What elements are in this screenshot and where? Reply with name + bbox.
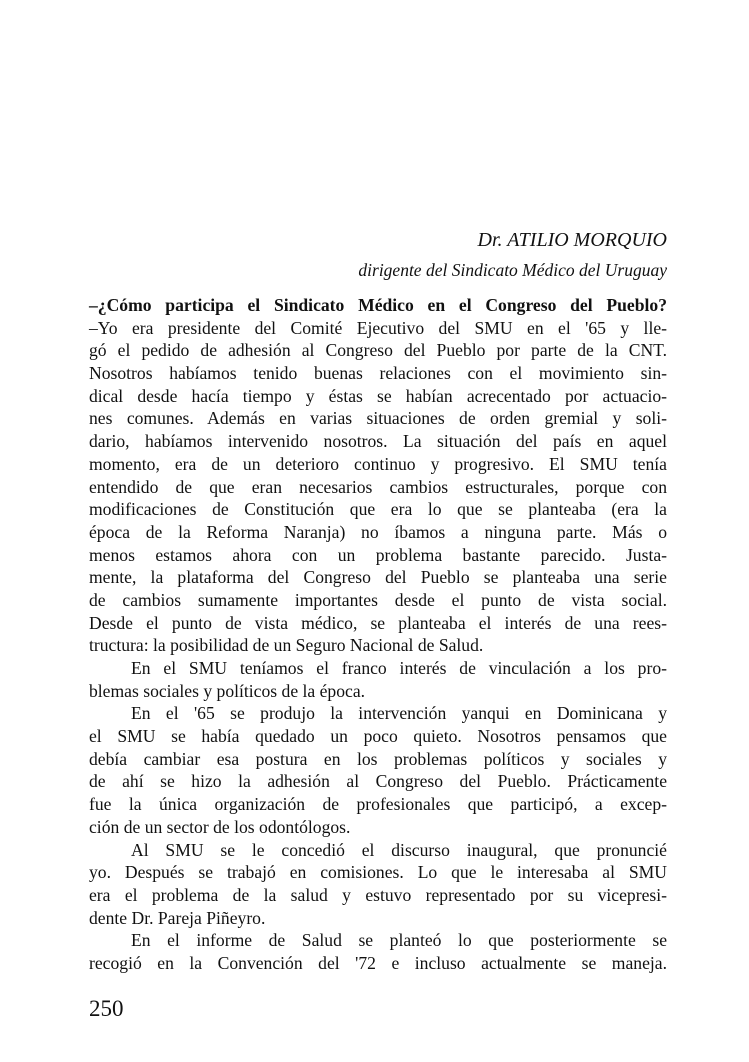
text-line: mente, la plataforma del Congreso del Pueblo se planteaba una serie <box>89 567 667 588</box>
text-line: ción de un sector de los odontólogos. <box>89 816 351 837</box>
page-number: 250 <box>89 996 124 1021</box>
text-line: nes comunes. Además en varias situaciones de orden gremial y soli- <box>89 408 667 429</box>
text-line: blemas sociales y políticos de la época. <box>89 680 366 701</box>
text-line: Nosotros habíamos tenido buenas relaciones con el movimiento sin- <box>89 363 667 384</box>
text-line: debía cambiar esa postura en los problemas políticos y sociales y <box>89 748 667 769</box>
text-line: Al SMU se le concedió el discurso inaugural, que pronuncié <box>131 839 667 860</box>
text-line: En el SMU teníamos el franco interés de vinculación a los pro- <box>131 658 667 678</box>
text-line: el SMU se había quedado un poco quieto. Nosotros pensamos que <box>89 726 667 747</box>
text-line: En el informe de Salud se planteó lo que posteriormente se <box>131 930 667 951</box>
text-line: –Yo era presidente del Comité Ejecutivo del SMU en el '65 y lle- <box>89 317 667 338</box>
text-line: época de la Reforma Naranja) no íbamos a ninguna parte. Más o <box>89 521 667 542</box>
text-line: gó el pedido de adhesión al Congreso del Pueblo por parte de la CNT. <box>89 340 667 361</box>
author-role: dirigente del Sindicato Médico del Uruguay <box>358 260 667 280</box>
text-line: entendido de que eran necesarios cambios estructurales, porque con <box>89 476 667 497</box>
text-line: modificaciones de Constitución que era lo que se planteaba (era la <box>89 499 667 520</box>
interview-text <box>89 294 667 975</box>
text-line: Desde el punto de vista médico, se planteaba el interés de una rees- <box>89 612 667 633</box>
text-line: En el '65 se produjo la intervención yanqui en Dominicana y <box>131 703 667 724</box>
text-line: tructura: la posibilidad de un Seguro Nacional de Salud. <box>89 635 484 656</box>
text-line: dente Dr. Pareja Piñeyro. <box>89 907 266 928</box>
text-line: de ahí se hizo la adhesión al Congreso del Pueblo. Prácticamente <box>89 771 667 792</box>
text-line: dario, habíamos intervenido nosotros. La situación del país en aquel <box>89 431 667 452</box>
text-line: momento, era de un deterioro continuo y progresivo. El SMU tenía <box>89 453 667 474</box>
text-line: de cambios sumamente importantes desde el punto de vista social. <box>89 589 667 610</box>
text-line: dical desde hacía tiempo y éstas se habían acrecentado por actuacio- <box>89 385 667 406</box>
author-name: Dr. ATILIO MORQUIO <box>477 229 667 251</box>
text-line: fue la única organización de profesionales que participó, a excep- <box>89 794 667 815</box>
text-line: era el problema de la salud y estuvo representado por su vicepresi- <box>89 884 667 905</box>
text-line: yo. Después se trabajó en comisiones. Lo que le interesaba al SMU <box>89 862 667 883</box>
text-line: menos estamos ahora con un problema bastante parecido. Justa- <box>89 544 667 565</box>
question-line: –¿Cómo participa el Sindicato Médico en el Congreso del Pueblo? <box>89 295 667 315</box>
text-line: recogió en la Convención del '72 e incluso actualmente se maneja. <box>89 952 667 973</box>
